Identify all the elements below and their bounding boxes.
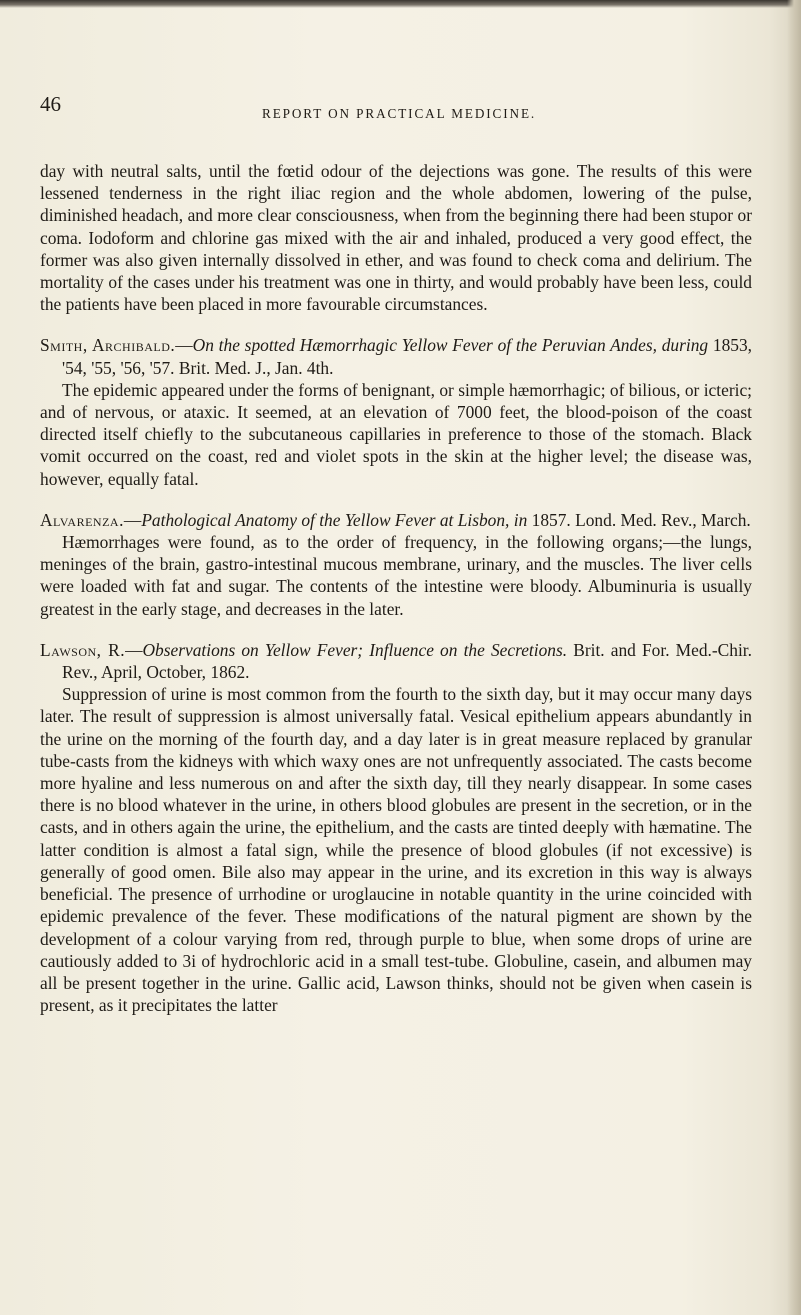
paragraph-smith-abstract: The epidemic appeared under the forms of benignant, or simple hæmorrhagic; of bilious, or icteric; and of nervous, or ataxic. It seemed, at an elevation of 7000 feet, the blood-poison of the coast directed itself chiefly to the subcutaneous capillaries in preference to those of the stomach. Black vomit occurred on the coast, red and violet spots in the skin at the higher level; the disease was, however, equally fatal. — [40, 379, 752, 489]
paragraph-continuation: day with neutral salts, until the fœtid odour of the dejections was gone. The results of this were lessened tenderness in the right iliac region and the whole abdomen, lowering of the pulse, diminished headach, and more clear consciousness, when from the beginning there had been stupor or coma. Iodoform and chlorine gas mixed with the air and inhaled, produced a very good effect, the former was also given internally dissolved in ether, and was found to check coma and delirium. The mortality of the cases under his treatment was one in thirty, and would probably have been less, could the patients have been placed in more favourable circumstances. — [40, 161, 752, 315]
reference-title: Observations on Yellow Fever; Influence on the Secretions. — [142, 639, 568, 660]
page-top-edge — [0, 0, 801, 8]
reference-title: On the spotted Hæmorrhagic Yellow Fever of the Peruvian Andes, during — [192, 335, 709, 356]
reference-entry-smith: Smith, Archibald.—On the spotted Hæmorrhagic Yellow Fever of the Peruvian Andes, during 1853, '54, '55, '56, '57. Brit. Med. J., Jan. 4th. — [40, 335, 753, 378]
page-right-edge — [787, 0, 801, 1315]
body-text — [40, 160, 752, 1016]
paragraph-lawson-abstract: Suppression of urine is most common from the fourth to the sixth day, but it may occur many days later. The result of suppression is almost universally fatal. Vesical epithelium appears abundantly in the urine on the morning of the fourth day, and a day later is in great measure replaced by granular tube-casts from the kidneys with which waxy ones are not unfrequently associated. The casts become more hyaline and less numerous on and after the sixth day, till they nearly disappear. In some cases there is no blood whatever in the urine, in others blood globules are present in the secretion, or in the casts, and in others again the urine, the epithelium, and the casts are tinted deeply with hæmatine. The latter condition is almost a fatal sign, while the presence of blood globules (if not excessive) is generally of good omen. Bile also may appear in the urine, and its excretion in this way is always beneficial. The presence of urrhodine or uroglaucine in notable quantity in the urine coincided with epidemic prevalence of the fever. These modifications of the natural pigment are shown by the development of a colour varying from red, through purple to blue, when some drops of urine are cautiously added to 3i of hydrochloric acid in a small test-tube. Globuline, casein, and albumen may all be present together in the urine. Gallic acid, Lawson thinks, should not be given when casein is present, as it precipitates the latter — [40, 684, 752, 1016]
reference-author: Alvarenza. — [40, 509, 124, 530]
reference-entry-alvarenza: Alvarenza.—Pathological Anatomy of the Yellow Fever at Lisbon, in 1857. Lond. Med. Rev., March. — [40, 509, 751, 530]
reference-author: Smith, Archibald. — [40, 335, 176, 356]
reference-citation: 1853, '54, '55, '56, '57. Brit. Med. J., Jan. 4th. — [62, 335, 753, 378]
page-number: 46 — [40, 92, 61, 116]
reference-entry-lawson: Lawson, R.—Observations on Yellow Fever; Influence on the Secretions. Brit. and For. Med.-Chir. Rev., April, October, 1862. — [40, 639, 752, 683]
reference-author: Lawson, R. — [40, 639, 126, 660]
reference-title: Pathological Anatomy of the Yellow Fever at Lisbon, in — [141, 509, 528, 530]
reference-citation: Brit. and For. Med.-Chir. Rev., April, October, 1862. — [62, 639, 752, 683]
reference-citation: 1857. Lond. Med. Rev., March. — [527, 509, 751, 530]
running-head: REPORT ON PRACTICAL MEDICINE. — [262, 106, 537, 121]
paragraph-alvarenza-abstract: Hæmorrhages were found, as to the order of frequency, in the following organs;—the lungs, meninges of the brain, gastro-intestinal mucous membrane, urinary, and the muscles. The liver cells were loaded with fat and sugar. The contents of the intestine were bloody. Albuminuria is usually greatest in the early stage, and decreases in the later. — [40, 532, 752, 619]
